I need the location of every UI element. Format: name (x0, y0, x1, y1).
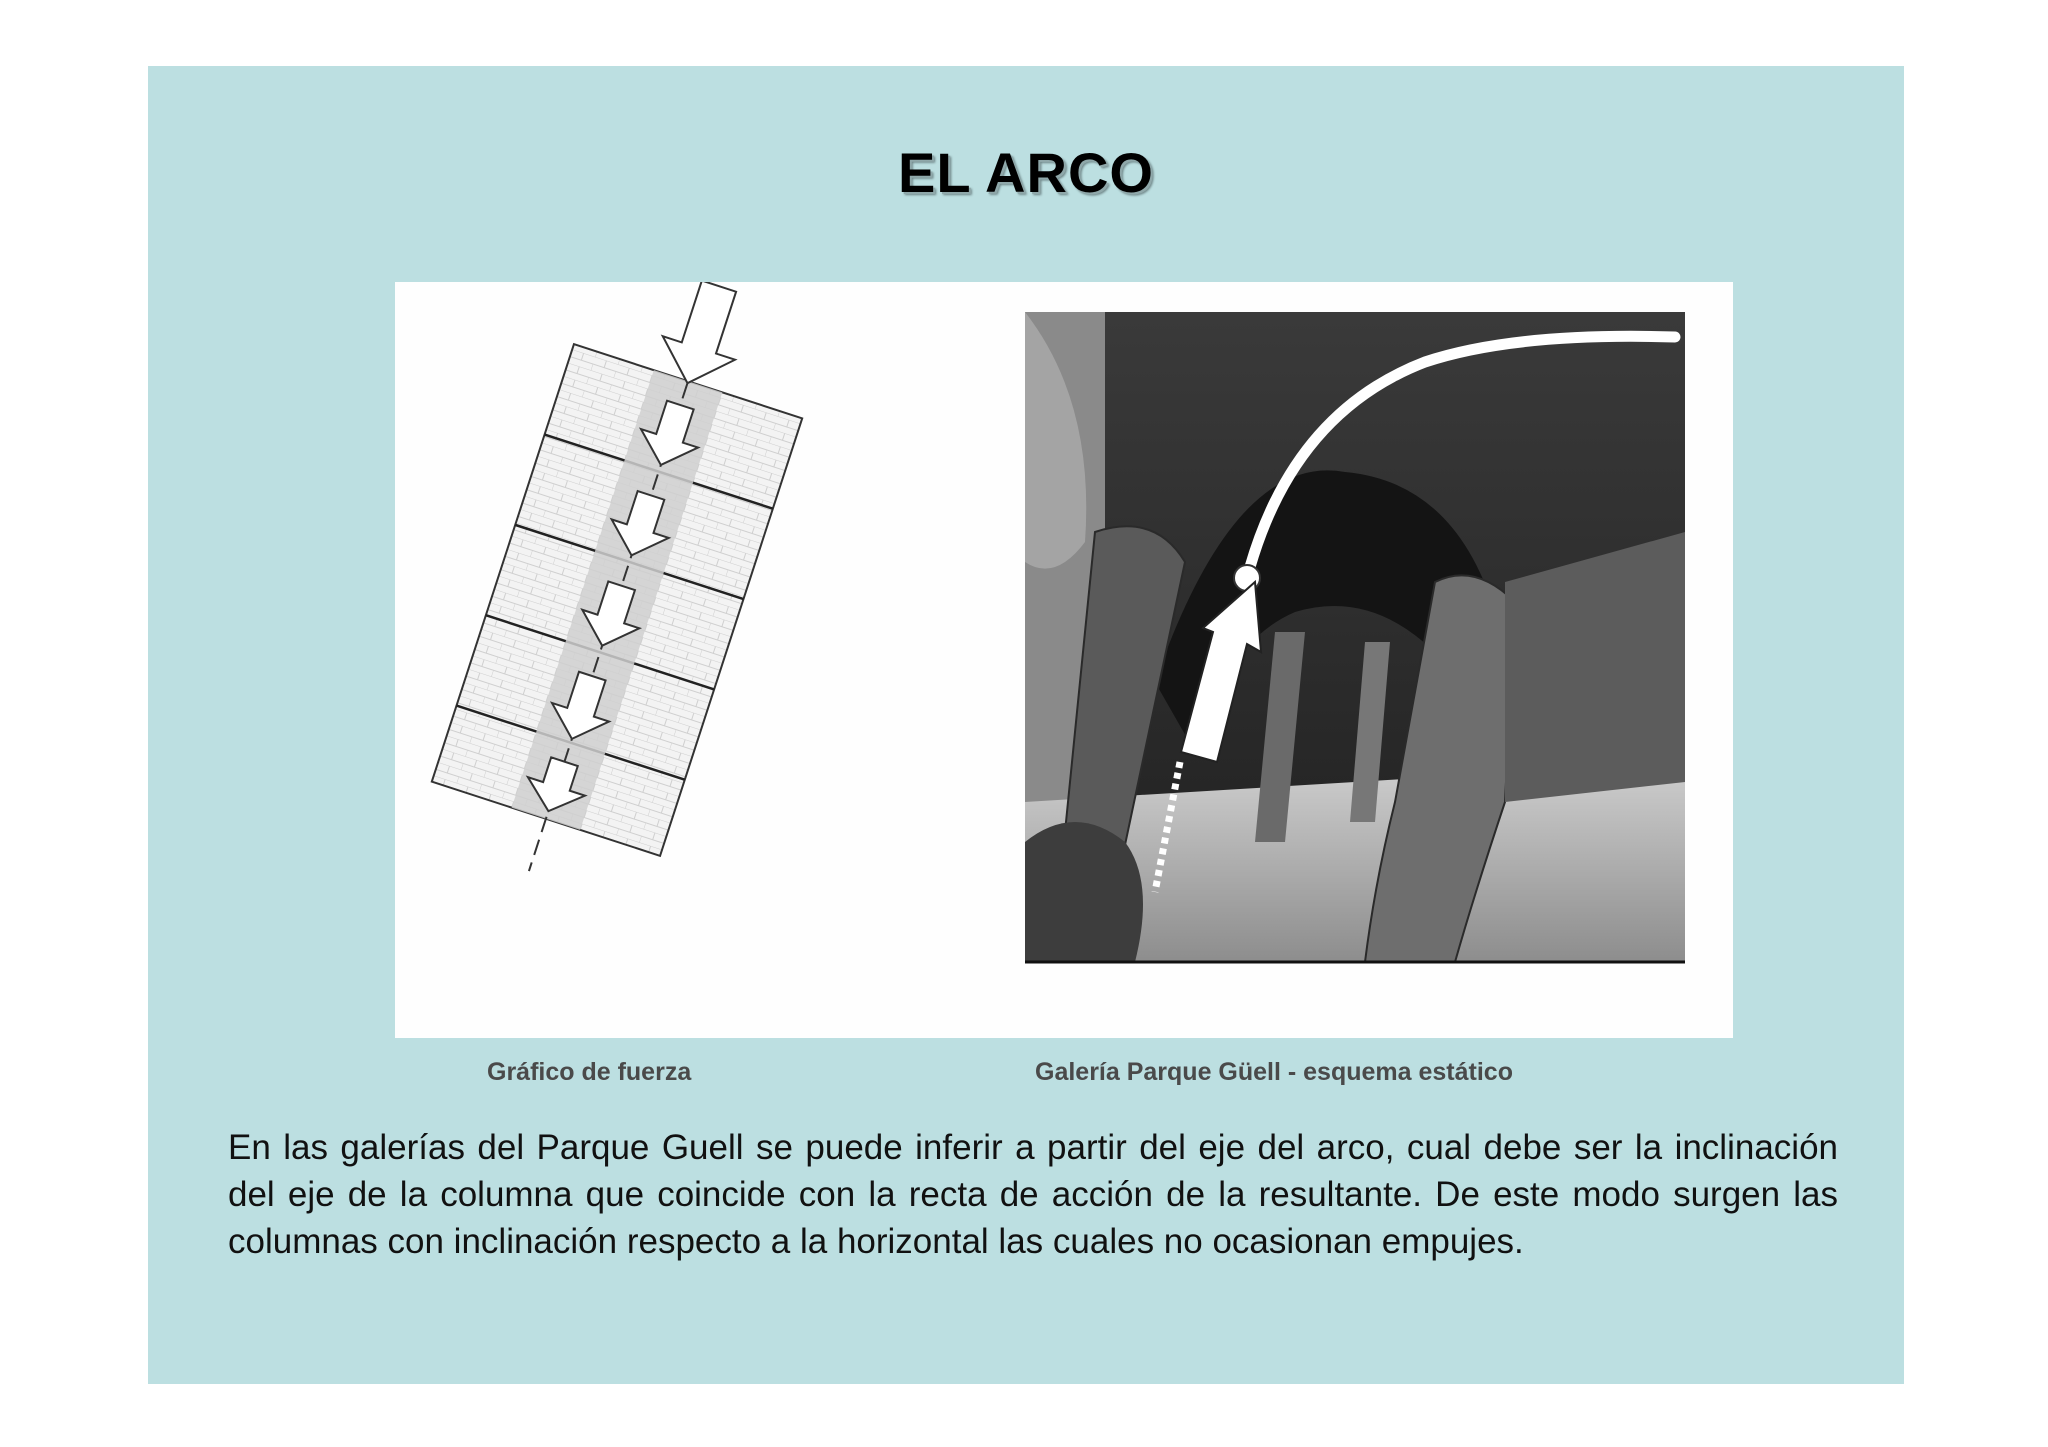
park-guell-photo (1025, 312, 1685, 962)
figure-caption-force-diagram: Gráfico de fuerza (487, 1058, 692, 1086)
slide-body-text: En las galerías del Parque Guell se puede inferir a partir del eje del arco, cual debe ser la inclinación del eje de la columna que coincide con la recta de acción de la resultante. De este modo surgen las columnas con inclinación respecto a la horizontal las cuales no ocasionan empujes. (228, 1128, 1838, 1261)
force-diagram (415, 282, 833, 908)
slide-title: EL ARCO (898, 141, 1154, 204)
slide (148, 66, 1904, 1384)
figure-caption-gallery: Galería Parque Güell - esquema estático (1035, 1058, 1513, 1086)
figure-illustrations (395, 282, 1733, 1038)
figure-panel (395, 282, 1733, 1086)
